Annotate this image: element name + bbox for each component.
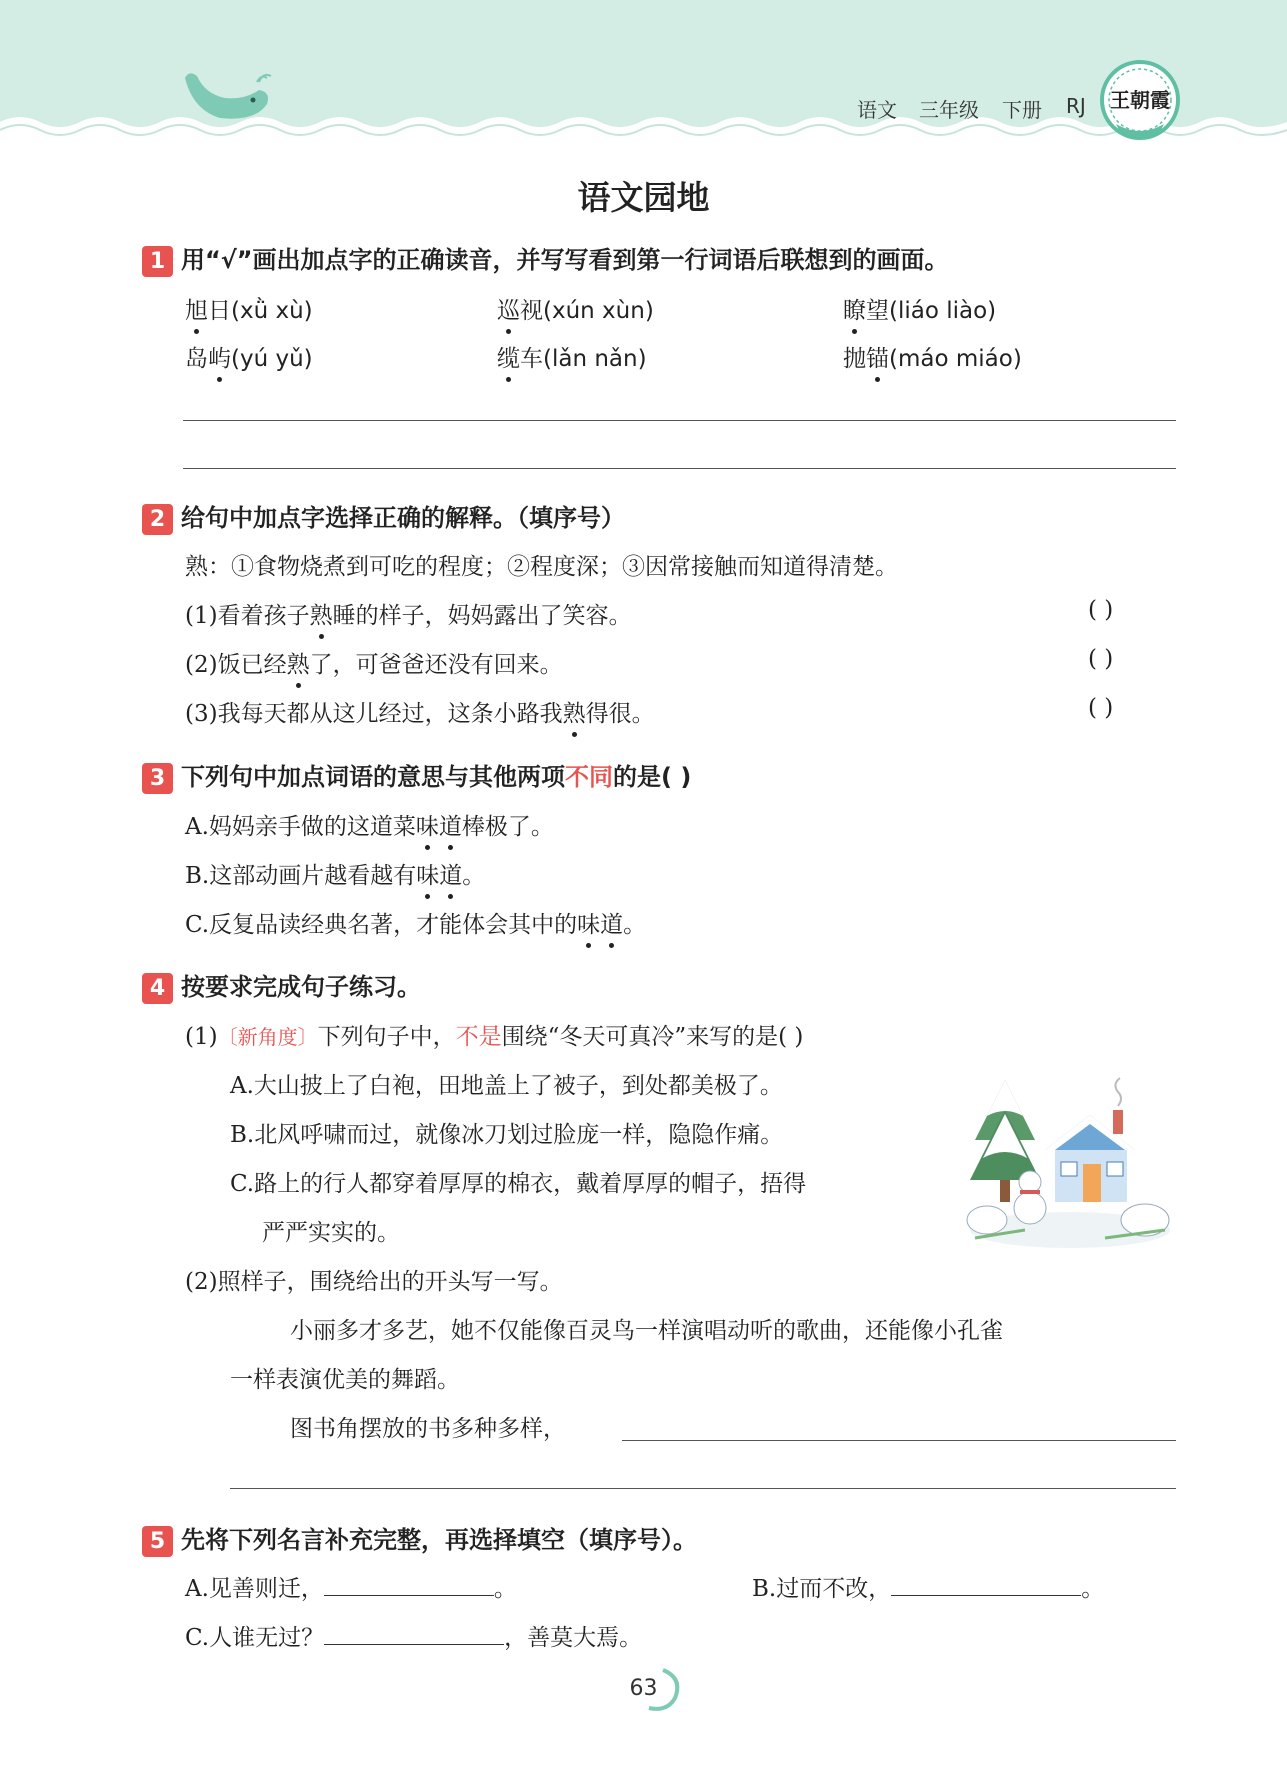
q1-item: 旭日(xǜ xù) — [185, 292, 313, 325]
fill-blank[interactable] — [891, 1573, 1081, 1596]
header-subject: 语文 — [857, 98, 897, 122]
fill-blank[interactable] — [324, 1573, 494, 1596]
q4-option-b[interactable]: B.北风呼啸而过，就像冰刀划过脸庞一样，隐隐作痛。 — [230, 1122, 784, 1148]
question-prompt: 先将下列名言补充完整，再选择填空（填序号）。 — [181, 1526, 697, 1554]
answer-paren[interactable]: ( ) — [1088, 597, 1114, 623]
q4-example-line-1: 小丽多才多艺，她不仅能像百灵鸟一样演唱动听的歌曲，还能像小孔雀 — [290, 1318, 1003, 1344]
winter-house-illustration — [965, 1070, 1170, 1250]
header-grade: 三年级 — [919, 98, 979, 122]
q1-item: 抛锚(máo miáo) — [843, 340, 1022, 373]
answer-line[interactable] — [183, 468, 1176, 469]
page-title: 语文园地 — [577, 178, 710, 217]
new-angle-tag: 〔新角度〕 — [217, 1025, 318, 1049]
q4-option-c[interactable]: C.路上的行人都穿着厚厚的棉衣，戴着厚厚的帽子，捂得 — [230, 1171, 807, 1197]
question-prompt: 用“√”画出加点字的正确读音，并写写看到第一行词语后联想到的画面。 — [181, 246, 949, 274]
answer-line[interactable] — [622, 1440, 1176, 1441]
q4-part-1: (1)〔新角度〕下列句子中，不是围绕“冬天可真冷”来写的是( ) — [185, 1024, 804, 1050]
q1-item: 瞭望(liáo liào) — [843, 292, 996, 325]
q3-option-b[interactable]: B.这部动画片越看越有味道。 — [185, 857, 485, 890]
fill-blank[interactable] — [324, 1622, 504, 1645]
header-term: 下册 — [1002, 98, 1042, 122]
q5-item-b: B.过而不改， 。 — [752, 1570, 1104, 1603]
q2-sentence: (1)看着孩子熟睡的样子，妈妈露出了笑容。 — [185, 597, 632, 630]
brand-name: 王朝霞 — [1110, 88, 1170, 112]
answer-paren[interactable]: ( ) — [1088, 646, 1114, 672]
q4-starter: 图书角摆放的书多种多样， — [290, 1416, 566, 1442]
question-number: 2 — [142, 504, 173, 535]
q1-item: 巡视(xún xùn) — [497, 292, 654, 325]
question-prompt: 给句中加点字选择正确的解释。（填序号） — [181, 504, 625, 532]
q4-example-line-2: 一样表演优美的舞蹈。 — [230, 1367, 460, 1393]
q4-option-c-cont: 严严实实的。 — [262, 1220, 400, 1246]
q1-item: 岛屿(yú yǔ) — [185, 340, 313, 373]
question-2 — [142, 498, 625, 535]
page-header — [0, 0, 1287, 150]
whale-icon — [175, 70, 275, 130]
q2-definition: 熟：①食物烧煮到可吃的程度；②程度深；③因常接触而知道得清楚。 — [185, 554, 898, 580]
q4-option-a[interactable]: A.大山披上了白袍，田地盖上了被子，到处都美极了。 — [230, 1073, 783, 1099]
question-5 — [142, 1520, 697, 1557]
q3-option-a[interactable]: A.妈妈亲手做的这道菜味道棒极了。 — [185, 808, 554, 841]
page-number: 63 — [629, 1676, 658, 1701]
highlight-text: 不同 — [565, 763, 613, 791]
question-number: 5 — [142, 1526, 173, 1557]
q4-part-2: (2)照样子，围绕给出的开头写一写。 — [185, 1269, 563, 1295]
question-1 — [142, 240, 949, 277]
answer-paren[interactable]: ( ) — [1088, 695, 1114, 721]
q1-item: 缆车(lǎn nǎn) — [497, 340, 647, 373]
brand-badge — [1098, 58, 1182, 146]
q5-item-a: A.见善则迁， 。 — [185, 1570, 517, 1603]
answer-line[interactable] — [183, 420, 1176, 421]
q3-option-c[interactable]: C.反复品读经典名著，才能体会其中的味道。 — [185, 906, 646, 939]
q5-item-c: C.人谁无过？ ，善莫大焉。 — [185, 1619, 642, 1652]
q2-sentence: (2)饭已经熟了，可爸爸还没有回来。 — [185, 646, 563, 679]
question-4 — [142, 967, 421, 1004]
header-edition: RJ — [1066, 94, 1086, 118]
question-prompt: 按要求完成句子练习。 — [181, 973, 421, 1001]
question-number: 1 — [142, 246, 173, 277]
question-number: 3 — [142, 763, 173, 794]
question-number: 4 — [142, 973, 173, 1004]
q2-sentence: (3)我每天都从这儿经过，这条小路我熟得很。 — [185, 695, 655, 728]
answer-line[interactable] — [230, 1488, 1176, 1489]
question-3: 3 下列句中加点词语的意思与其他两项不同的是( ) — [142, 757, 691, 794]
